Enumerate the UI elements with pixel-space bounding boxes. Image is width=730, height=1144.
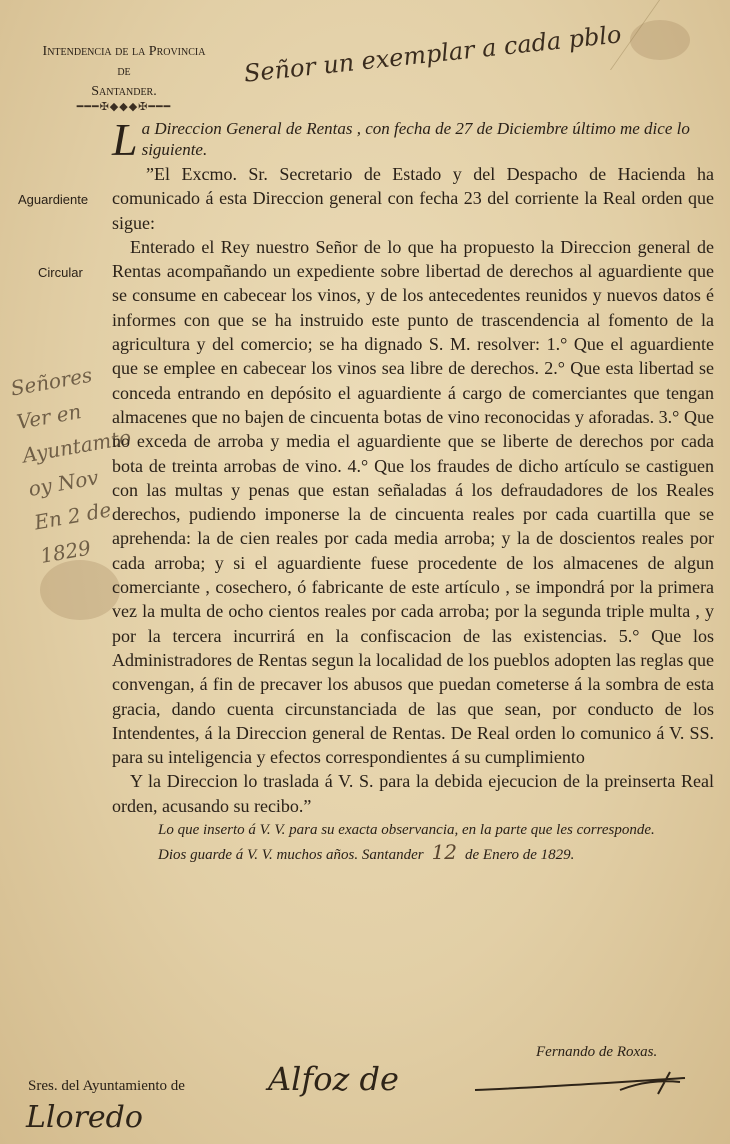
date-suffix: de Enero de 1829. [465,847,575,864]
handwritten-day: 12 [431,840,458,865]
letterhead-ornament: ━━━✠◆◆◆✠━━━ [76,101,172,113]
signature-rubric [470,1060,700,1100]
margin-type-label: Circular [38,265,83,280]
letterhead-line-2: de [117,64,131,79]
handwritten-town: Alfoz de [268,1060,399,1098]
paper-stain [630,20,690,60]
letterhead-line-1: Intendencia de la Provincia [42,44,206,59]
letter-intro [112,114,714,165]
handwritten-town-continued: Lloredo [26,1100,143,1135]
paragraph-3: Y la Direccion lo traslada á V. S. para la debida ejecucion de la preinserta Real orden, acusando su recibo.” [112,771,714,816]
addressee-line: Sres. del Ayuntamiento de [28,1078,185,1094]
handwritten-top-note: Señor un exemplar a cada pblo [242,20,623,88]
drop-cap: L [112,114,138,165]
paragraph-1: ”El Excmo. Sr. Secretario de Estado y del Despacho de Hacienda ha comunicado á esta Direccion general con fecha 23 del corriente la Real orden que sigue: [112,164,714,233]
paragraph-2: Enterado el Rey nuestro Señor de lo que ha propuesto la Direccion general de Rentas acompañando un expediente sobre libertad de derechos al aguardiente que se consume en cabecear los vinos, y de los antecedentes reunidos y nuevos datos é informes con que se ha instruido este punto de trascendencia al fomento de la agricultura y del comercio; se ha dignado S. M. resolver: 1.° Que el aguardiente que se emplee en cabecear los vinos sea libre de derechos. 2.° Que esta libertad se conceda entrando en depósito el aguardiente á cargo de comerciantes que tengan almacenes que no bajen de cincuenta botas de vino reconocidas y aforadas. 3.° Que no exceda de arroba y media el aguardiente que se liberte de derechos por cada bota de treinta arrobas de vino. 4.° Que los fraudes de dicho artículo se castiguen con las multas y penas que estan señaladas á los defraudadores de los Reales derechos, pudiendo imponerse la de cincuenta reales por cada cuartilla que se aprehenda: la de cien reales por cada media arroba; y la de doscientos reales por cada arroba; y si el aguardiente fuese procedente de los almacenes de algun comerciante , cosechero, ó fabricante de este artículo , se impondrá por la primera vez la multa de ocho cientos reales por cada arroba; por la segunda triple multa , y por la tercera incurrirá en la confiscacion de las existencias. 5.° Que los Administradores de Rentas segun la localidad de los pueblos adopten las reglas que convengan, á fin de precaver los abusos que puedan cometerse á la sombra de esta gracia, dando cuenta circunstanciada de las que sean, por conducto de los Intendentes, á la Direccion general de Rentas. De Real orden lo comunico á V. SS. para su inteligencia y efectos correspondientes á su cumplimiento [112,236,714,768]
intro-text: a Direccion General de Rentas , con fecha de 27 de Diciembre último me dice lo siguiente. [141,119,690,159]
margin-note-line: Señores [8,362,94,401]
margin-topic-label: Aguardiente [18,192,89,207]
margin-note-line: oy Nov [26,465,101,502]
letterhead [14,42,234,112]
date-prefix: Dios guarde á V. V. muchos años. Santander [158,847,424,864]
letter-body [112,114,714,867]
letterhead-line-3: Santander. [91,84,157,99]
margin-note-line: Ayuntamto [20,424,133,468]
signer-name: Fernando de Roxas. [536,1044,658,1060]
margin-note-line: En 2 de 1829 [32,497,114,568]
closing-note: Lo que inserto á V. V. para su exacta observancia, en la parte que les corresponde. [158,822,655,839]
date-line [112,840,714,867]
margin-note-line: Ver en [14,399,84,435]
